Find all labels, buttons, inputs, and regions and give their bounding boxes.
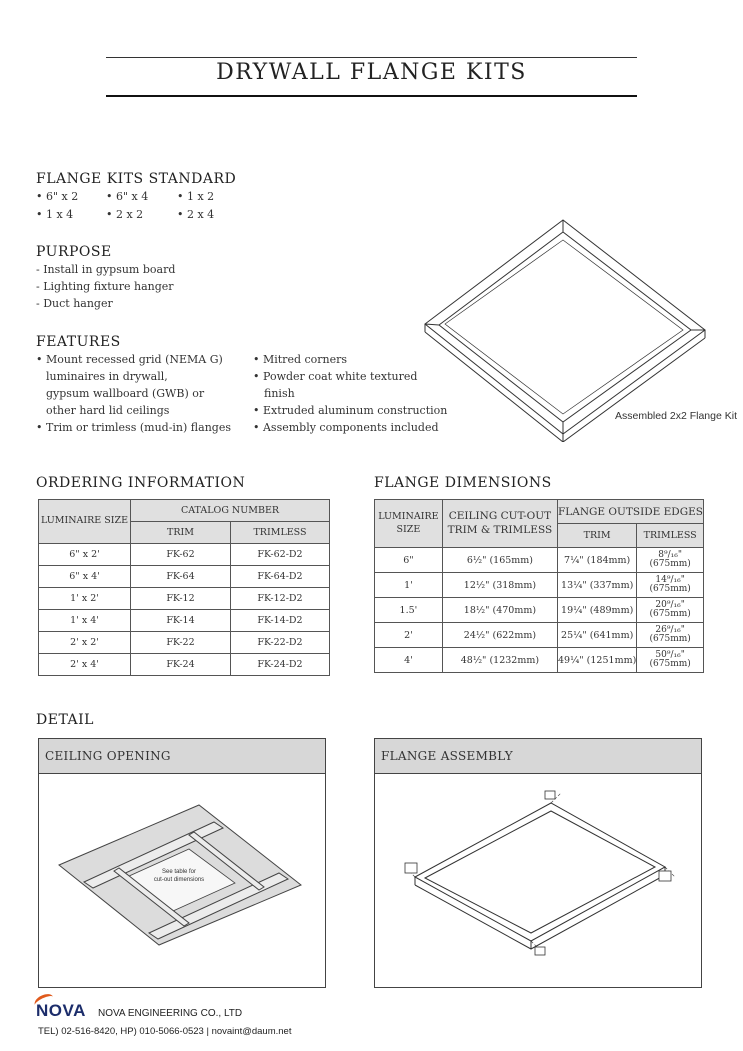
size-cell: 2' x 4' bbox=[39, 654, 131, 676]
standard-heading: FLANGE KITS STANDARD bbox=[36, 171, 237, 187]
purpose-item: - Install in gypsum board bbox=[36, 263, 176, 276]
features-heading: FEATURES bbox=[36, 334, 121, 350]
trimless-cell: FK-24-D2 bbox=[231, 654, 330, 676]
page-title: DRYWALL FLANGE KITS bbox=[216, 60, 527, 85]
ordering-col-trim: TRIM bbox=[131, 522, 231, 544]
logo-text: NOVA bbox=[36, 1001, 86, 1020]
ordering-col-luminaire: LUMINAIRE SIZE bbox=[39, 500, 131, 544]
trimless-inches: 8⁹/₁₆" bbox=[658, 549, 683, 560]
table-row bbox=[375, 598, 704, 623]
trimless-cell bbox=[637, 648, 704, 673]
dimensions-heading: FLANGE DIMENSIONS bbox=[374, 475, 552, 491]
ceiling-opening-title: CEILING OPENING bbox=[39, 739, 325, 774]
trim-cell: FK-64 bbox=[131, 566, 231, 588]
feature-item: finish bbox=[264, 387, 295, 400]
purpose-item: - Lighting fixture hanger bbox=[36, 280, 174, 293]
trim-cell: 19¼" (489mm) bbox=[558, 598, 637, 623]
dimensions-col-trimless: TRIMLESS bbox=[637, 524, 704, 548]
cutout-cell: 24½" (622mm) bbox=[442, 623, 557, 648]
feature-item: luminaires in drywall, bbox=[46, 370, 168, 383]
trimless-inches: 26⁹/₁₆" bbox=[655, 624, 685, 635]
trimless-mm: (675mm) bbox=[649, 609, 691, 619]
size-cell: 6" x 4' bbox=[39, 566, 131, 588]
dimensions-col-cutout: CEILING CUT-OUT TRIM & TRIMLESS bbox=[442, 500, 557, 548]
size-cell: 4' bbox=[375, 648, 443, 673]
ordering-col-catalog: CATALOG NUMBER bbox=[131, 500, 330, 522]
ceiling-opening-drawing bbox=[39, 775, 325, 987]
dimensions-table bbox=[374, 499, 704, 673]
trimless-mm: (675mm) bbox=[649, 659, 691, 669]
dimensions-col-outside: FLANGE OUTSIDE EDGES bbox=[558, 500, 704, 524]
feature-item: gypsum wallboard (GWB) or bbox=[46, 387, 205, 400]
flange-assembly-drawing bbox=[375, 775, 701, 987]
trim-cell: 49¼" (1251mm) bbox=[558, 648, 637, 673]
company-name: NOVA ENGINEERING CO., LTD bbox=[98, 1008, 243, 1019]
size-cell: 1' x 4' bbox=[39, 610, 131, 632]
trimless-mm: (675mm) bbox=[649, 584, 691, 594]
feature-item: other hard lid ceilings bbox=[46, 404, 170, 417]
cutout-cell: 18½" (470mm) bbox=[442, 598, 557, 623]
detail-heading: DETAIL bbox=[36, 712, 94, 728]
standard-item: • 2 x 4 bbox=[177, 208, 215, 221]
trimless-cell: FK-22-D2 bbox=[231, 632, 330, 654]
size-cell: 2' bbox=[375, 623, 443, 648]
ceiling-opening-panel bbox=[38, 738, 326, 988]
standard-item: • 2 x 2 bbox=[106, 208, 144, 221]
table-row bbox=[39, 654, 330, 676]
nova-logo bbox=[36, 1001, 86, 1021]
trimless-cell bbox=[637, 623, 704, 648]
title-rule-bottom bbox=[106, 95, 637, 97]
trim-cell: 13¼" (337mm) bbox=[558, 573, 637, 598]
table-row bbox=[375, 623, 704, 648]
standard-item: • 6" x 2 bbox=[36, 190, 79, 203]
ordering-table bbox=[38, 499, 330, 676]
trim-cell: FK-24 bbox=[131, 654, 231, 676]
standard-item: • 6" x 4 bbox=[106, 190, 149, 203]
ordering-col-trimless: TRIMLESS bbox=[231, 522, 330, 544]
trim-cell: FK-14 bbox=[131, 610, 231, 632]
product-caption: Assembled 2x2 Flange Kit bbox=[615, 410, 737, 422]
ceiling-note-line-1: See table for bbox=[161, 869, 197, 875]
trimless-inches: 50⁹/₁₆" bbox=[655, 649, 685, 660]
trimless-cell: FK-14-D2 bbox=[231, 610, 330, 632]
table-row bbox=[39, 632, 330, 654]
table-row bbox=[39, 588, 330, 610]
trimless-mm: (675mm) bbox=[649, 559, 691, 569]
dimensions-col-trim: TRIM bbox=[558, 524, 637, 548]
table-row bbox=[39, 610, 330, 632]
table-row bbox=[39, 566, 330, 588]
size-cell: 1' x 2' bbox=[39, 588, 131, 610]
flange-assembly-title: FLANGE ASSEMBLY bbox=[375, 739, 701, 774]
size-cell: 1' bbox=[375, 573, 443, 598]
flange-kit-illustration bbox=[415, 212, 715, 442]
trimless-cell: FK-64-D2 bbox=[231, 566, 330, 588]
dimensions-col-luminaire: LUMINAIRE SIZE bbox=[375, 500, 443, 548]
trimless-cell: FK-62-D2 bbox=[231, 544, 330, 566]
size-cell: 2' x 2' bbox=[39, 632, 131, 654]
trimless-inches: 20⁹/₁₆" bbox=[655, 599, 685, 610]
feature-item: • Mount recessed grid (NEMA G) bbox=[36, 353, 223, 366]
table-row bbox=[39, 544, 330, 566]
standard-item: • 1 x 2 bbox=[177, 190, 215, 203]
table-row bbox=[375, 648, 704, 673]
feature-item: • Mitred corners bbox=[253, 353, 348, 366]
trimless-mm: (675mm) bbox=[649, 634, 691, 644]
cutout-cell: 48½" (1232mm) bbox=[442, 648, 557, 673]
cutout-cell: 12½" (318mm) bbox=[442, 573, 557, 598]
title-rule-top bbox=[106, 57, 637, 58]
table-row bbox=[375, 548, 704, 573]
purpose-item: - Duct hanger bbox=[36, 297, 113, 310]
trim-cell: FK-62 bbox=[131, 544, 231, 566]
trim-cell: 7¼" (184mm) bbox=[558, 548, 637, 573]
purpose-heading: PURPOSE bbox=[36, 244, 112, 260]
size-cell: 6" x 2' bbox=[39, 544, 131, 566]
size-cell: 1.5' bbox=[375, 598, 443, 623]
trimless-inches: 14⁹/₁₆" bbox=[655, 574, 685, 585]
flange-assembly-panel bbox=[374, 738, 702, 988]
standard-item: • 1 x 4 bbox=[36, 208, 74, 221]
trim-cell: FK-12 bbox=[131, 588, 231, 610]
contact-info: TEL) 02-516-8420, HP) 010-5066-0523 | novaint@daum.net bbox=[38, 1026, 292, 1037]
trim-cell: 25¼" (641mm) bbox=[558, 623, 637, 648]
cutout-cell: 6½" (165mm) bbox=[442, 548, 557, 573]
feature-item: • Assembly components included bbox=[253, 421, 439, 434]
trim-cell: FK-22 bbox=[131, 632, 231, 654]
ordering-heading: ORDERING INFORMATION bbox=[36, 475, 246, 491]
trimless-cell bbox=[637, 548, 704, 573]
trimless-cell bbox=[637, 573, 704, 598]
feature-item: • Powder coat white textured bbox=[253, 370, 418, 383]
feature-item: • Extruded aluminum construction bbox=[253, 404, 448, 417]
table-row bbox=[375, 573, 704, 598]
ceiling-note-line-2: cut-out dimensions bbox=[153, 877, 205, 883]
trimless-cell: FK-12-D2 bbox=[231, 588, 330, 610]
feature-item: • Trim or trimless (mud-in) flanges bbox=[36, 421, 231, 434]
trimless-cell bbox=[637, 598, 704, 623]
size-cell: 6" bbox=[375, 548, 443, 573]
